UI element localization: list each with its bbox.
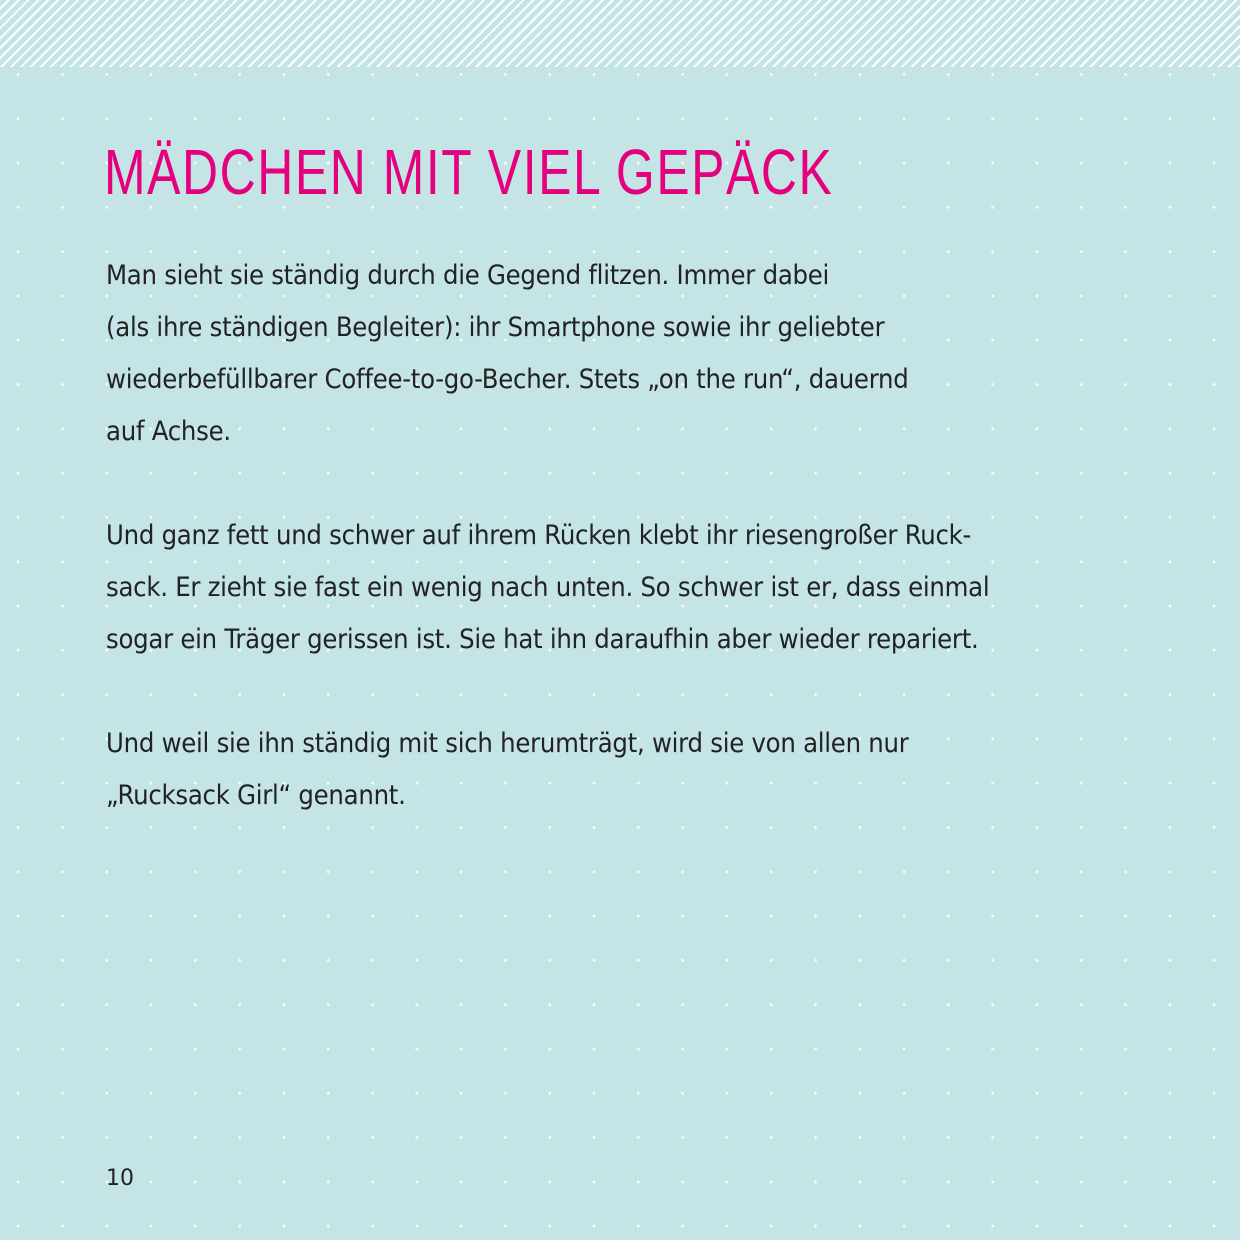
paragraph-1: [106, 250, 1156, 458]
text-line: Und ganz fett und schwer auf ihrem Rücken klebt ihr riesengroßer Ruck-: [106, 520, 972, 551]
text-line: „Rucksack Girl“ genannt.: [106, 780, 406, 811]
text-line: (als ihre ständigen Begleiter): ihr Smartphone sowie ihr geliebter: [106, 312, 885, 343]
text-line: wiederbefüllbarer Coffee-to-go-Becher. Stets „on the run“, dauernd: [106, 364, 909, 395]
body-text: [106, 250, 1156, 874]
text-line: Und weil sie ihn ständig mit sich herumträgt, wird sie von allen nur: [106, 728, 909, 759]
text-line: sogar ein Träger gerissen ist. Sie hat ihn daraufhin aber wieder repariert.: [106, 624, 979, 655]
striped-header-band: [0, 0, 1240, 67]
text-line: sack. Er zieht sie fast ein wenig nach unten. So schwer ist er, dass einmal: [106, 572, 990, 603]
page-title: MÄDCHEN MIT VIEL GEPÄCK: [104, 136, 834, 208]
text-line: Man sieht sie ständig durch die Gegend flitzen. Immer dabei: [106, 260, 830, 291]
page-number: 10: [106, 1166, 134, 1191]
text-line: auf Achse.: [106, 416, 231, 447]
paragraph-3: [106, 718, 1156, 822]
paragraph-2: [106, 510, 1156, 666]
